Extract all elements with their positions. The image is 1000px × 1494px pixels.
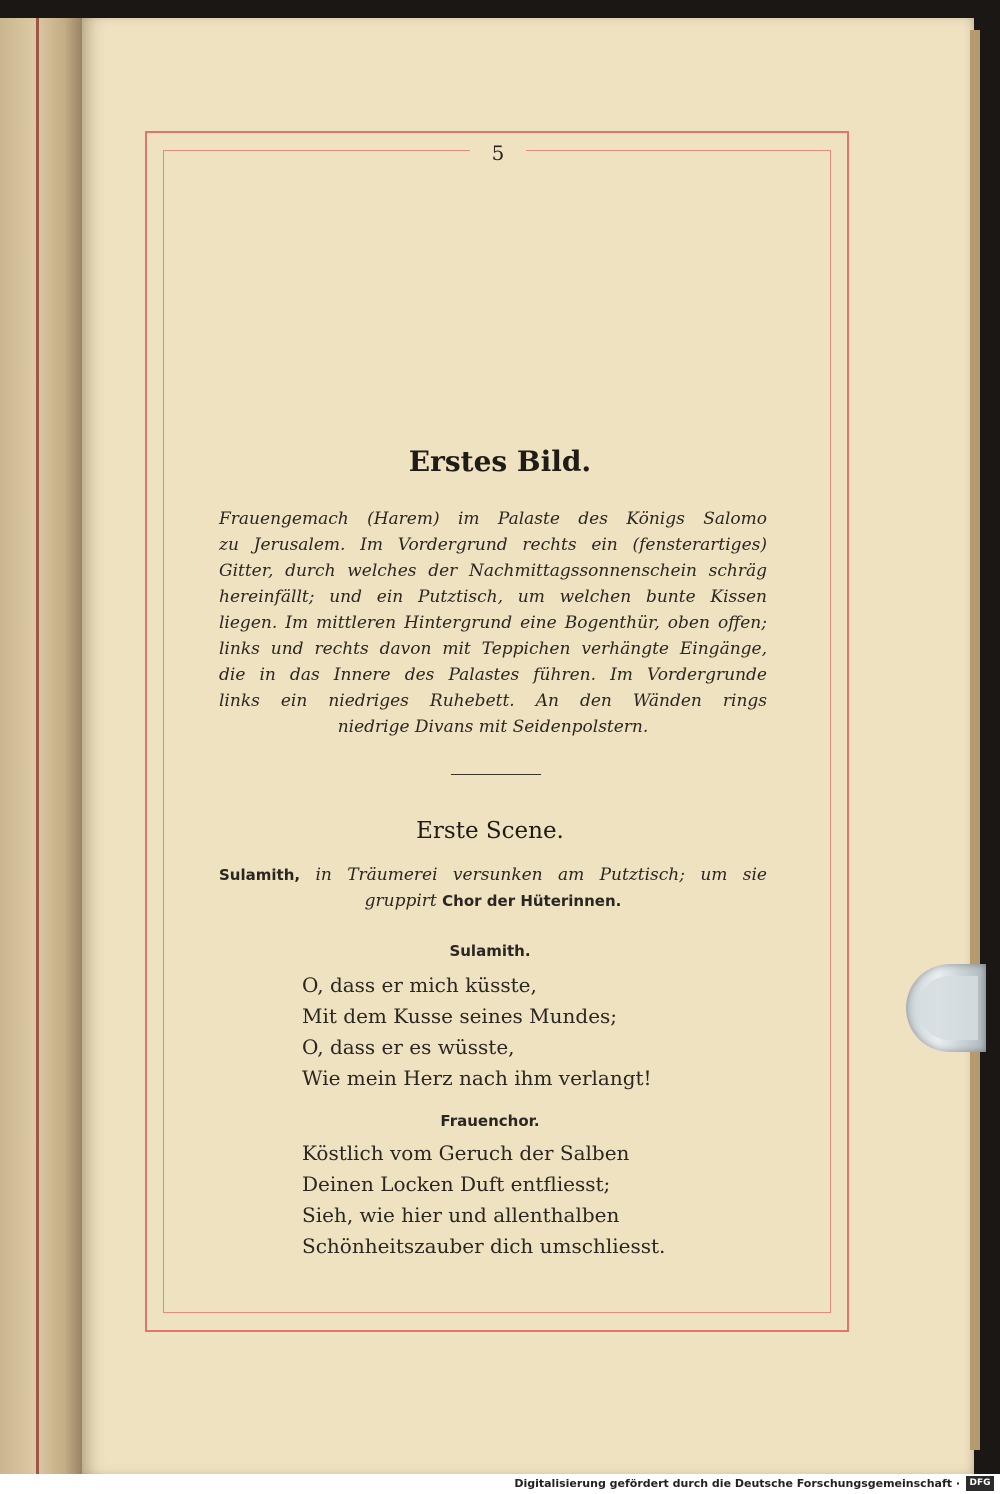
stage-line: liegen. Im mittleren Hintergrund eine Bogenthür, oben offen; xyxy=(219,613,767,633)
stage-line: Gitter, durch welches der Nachmittagssonnenschein schräg xyxy=(219,561,767,581)
page-clip-highlight xyxy=(918,976,978,1040)
character-name: Sulamith, xyxy=(219,866,301,884)
verse-line: O, dass er es wüsste, xyxy=(302,1035,515,1059)
footer-credit: Digitalisierung gefördert durch die Deutsche Forschungsgemeinschaft · xyxy=(514,1477,960,1490)
stage-line: niedrige Divans mit Seidenpolstern. xyxy=(337,717,649,737)
verse-line: Schönheitszauber dich umschliesst. xyxy=(302,1234,666,1258)
page-edge-line xyxy=(36,18,39,1478)
verse-line: Sieh, wie hier und allenthalben xyxy=(302,1203,620,1227)
speaker-name: Frauenchor. xyxy=(440,1112,540,1130)
page-number: 5 xyxy=(470,138,526,168)
stage-line: hereinfällt; und ein Putztisch, um welchen bunte Kissen xyxy=(219,587,767,607)
page-stack-edge xyxy=(970,30,980,1450)
verse-line: Deinen Locken Duft entfliesst; xyxy=(302,1172,611,1196)
verse-line: Mit dem Kusse seines Mundes; xyxy=(302,1004,618,1028)
stage-line: die in das Innere des Palastes führen. Im Vordergrunde xyxy=(219,665,767,685)
verse-line: Wie mein Herz nach ihm verlangt! xyxy=(302,1066,652,1090)
speaker-name: Sulamith. xyxy=(449,942,531,960)
stage-direction xyxy=(219,506,767,740)
scene-note-text: gruppirt xyxy=(364,891,443,911)
stage-line: links und rechts davon mit Teppichen verhängte Eingänge, xyxy=(219,639,767,659)
verse-block xyxy=(302,1138,665,1262)
scene-note xyxy=(219,862,767,914)
stage-line: zu Jerusalem. Im Vordergrund rechts ein (fensterartiges) xyxy=(219,535,767,555)
stage-line: links ein niedriges Ruhebett. An den Wänden rings xyxy=(219,691,767,711)
scene-note-text: in Träumerei versunken am Putztisch; um sie xyxy=(300,865,767,885)
character-name: Chor der Hüterinnen. xyxy=(442,892,622,910)
section-divider xyxy=(451,774,541,775)
footer-bar xyxy=(0,1474,1000,1494)
dfg-logo-icon: DFG xyxy=(966,1476,994,1491)
stage-line: Frauengemach (Harem) im Palaste des Königs Salomo xyxy=(219,509,767,529)
verse-line: O, dass er mich küsste, xyxy=(302,973,537,997)
verse-line: Köstlich vom Geruch der Salben xyxy=(302,1141,630,1165)
scene-title: Erste Scene. xyxy=(416,818,564,844)
verse-block xyxy=(302,970,652,1094)
page-title: Erstes Bild. xyxy=(408,445,592,478)
previous-page-edge xyxy=(0,18,86,1478)
